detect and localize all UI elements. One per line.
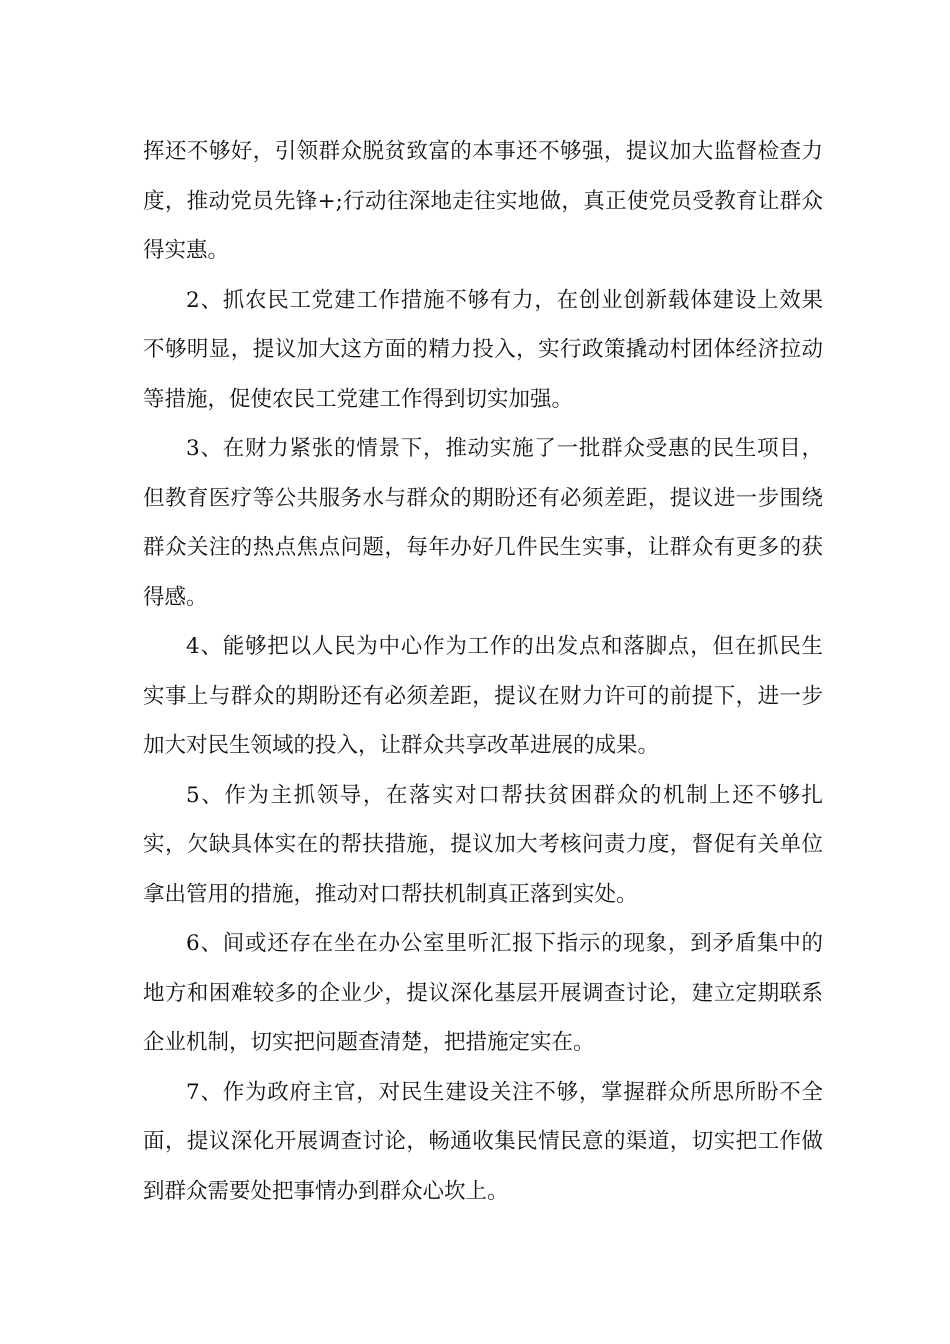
paragraph-item-7: 7、作为政府主官，对民生建设关注不够，掌握群众所思所盼不全面，提议深化开展调查讨论，畅通收集民情民意的渠道，切实把工作做到群众需要处把事情办到群众心坎上。 bbox=[143, 1079, 823, 1204]
paragraph-item-2: 2、抓农民工党建工作措施不够有力，在创业创新载体建设上效果不够明显，提议加大这方面的精力投入，实行政策撬动村团体经济拉动等措施，促使农民工党建工作得到切实加强。 bbox=[143, 287, 823, 412]
paragraph-item-4: 4、能够把以人民为中心作为工作的出发点和落脚点，但在抓民生实事上与群众的期盼还有必须差距，提议在财力许可的前提下，进一步加大对民生领域的投入，让群众共享改革进展的成果。 bbox=[143, 634, 823, 758]
paragraph-item-5: 5、作为主抓领导，在落实对口帮扶贫困群众的机制上还不够扎实，欠缺具体实在的帮扶措施，提议加大考核问责力度，督促有关单位拿出管用的措施，推动对口帮扶机制真正落到实处。 bbox=[143, 782, 823, 907]
document-body bbox=[143, 127, 823, 1216]
paragraph-item-6: 6、间或还存在坐在办公室里听汇报下指示的现象，到矛盾集中的地方和困难较多的企业少，提议深化基层开展调查讨论，建立定期联系企业机制，切实把问题查清楚，把措施定实在。 bbox=[143, 931, 823, 1055]
paragraph-item-3: 3、在财力紧张的情景下，推动实施了一批群众受惠的民生项目，但教育医疗等公共服务水与群众的期盼还有必须差距，提议进一步围绕群众关注的热点焦点问题，每年办好几件民生实事，让群众有更多的获得感。 bbox=[143, 436, 823, 610]
paragraph-continuation: 挥还不够好，引领群众脱贫致富的本事还不够强，提议加大监督检查力度，推动党员先锋+;行动往深地走往实地做，真正使党员受教育让群众得实惠。 bbox=[143, 139, 823, 263]
